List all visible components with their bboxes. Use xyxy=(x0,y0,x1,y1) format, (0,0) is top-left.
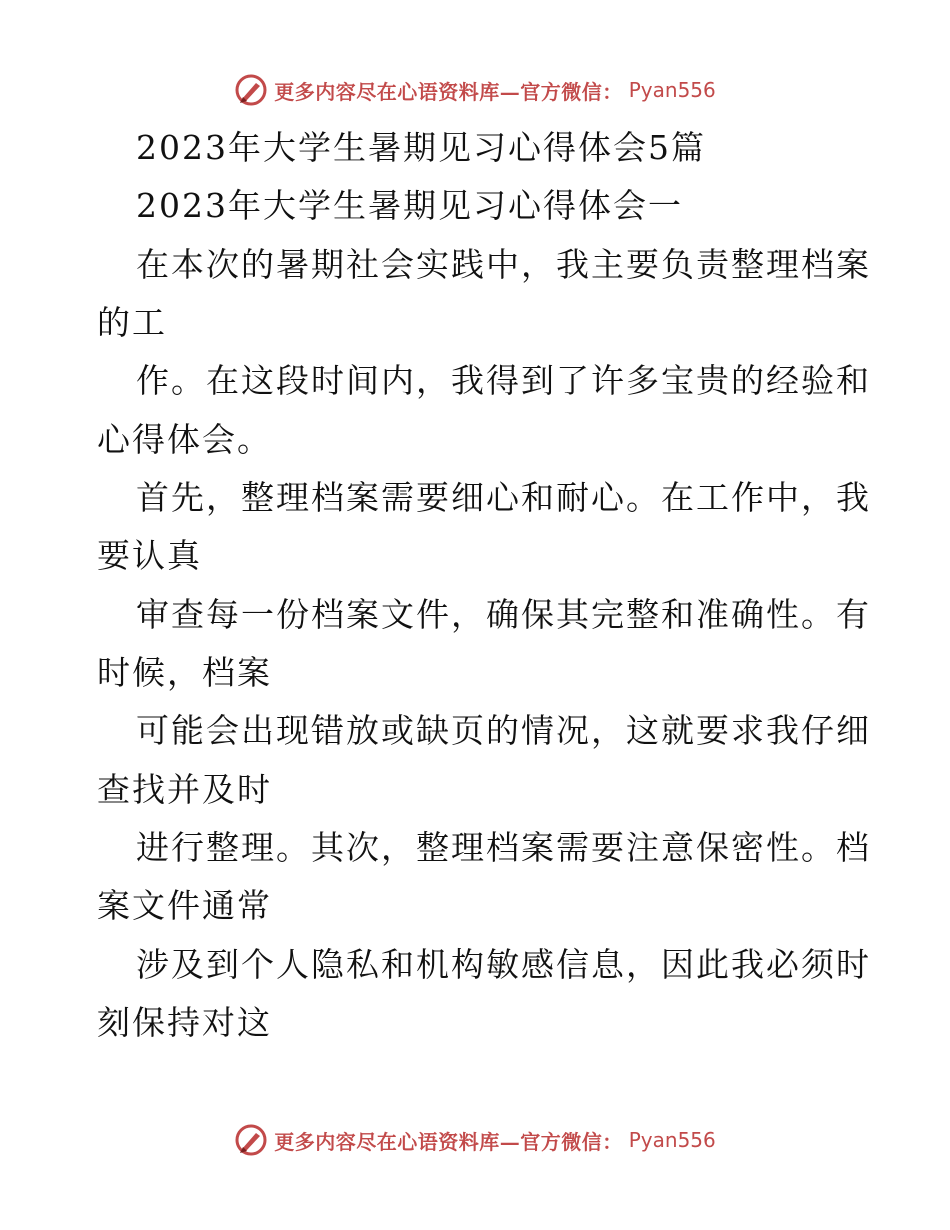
body-line: 审查每一份档案文件，确保其完整和准确性。有 xyxy=(136,595,871,634)
watermark-account: Pyan556 xyxy=(628,1128,716,1152)
body-line: 在本次的暑期社会实践中，我主要负责整理档案 xyxy=(136,245,871,284)
body-line: 涉及到个人隐私和机构敏感信息，因此我必须时 xyxy=(136,945,871,984)
watermark-text: 更多内容尽在心语资料库—官方微信： xyxy=(274,1129,623,1154)
body-line: 查找并及时 xyxy=(97,770,272,809)
body-line: 首先，整理档案需要细心和耐心。在工作中，我 xyxy=(136,478,871,517)
body-line: 的工 xyxy=(97,303,167,342)
document-title: 2023年大学生暑期见习心得体会5篇 xyxy=(136,128,706,167)
header-watermark xyxy=(0,70,950,110)
body-line: 案文件通常 xyxy=(97,886,272,925)
body-line: 可能会出现错放或缺页的情况，这就要求我仔细 xyxy=(136,711,871,750)
pen-logo-icon xyxy=(234,1123,268,1157)
body-line: 作。在这段时间内，我得到了许多宝贵的经验和 xyxy=(136,361,871,400)
watermark-account: Pyan556 xyxy=(628,78,716,102)
section-heading: 2023年大学生暑期见习心得体会一 xyxy=(136,186,683,225)
body-line: 进行整理。其次，整理档案需要注意保密性。档 xyxy=(136,828,871,867)
body-line: 刻保持对这 xyxy=(97,1003,272,1042)
body-line: 要认真 xyxy=(97,536,202,575)
body-line: 心得体会。 xyxy=(97,420,272,459)
body-line: 时候，档案 xyxy=(97,653,272,692)
watermark-text: 更多内容尽在心语资料库—官方微信： xyxy=(274,79,623,104)
pen-logo-icon xyxy=(234,73,268,107)
footer-watermark xyxy=(0,1120,950,1160)
